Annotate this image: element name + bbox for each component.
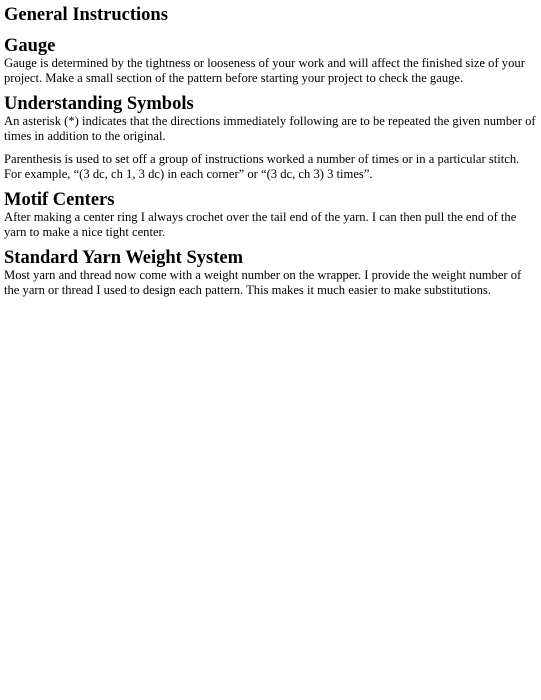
parenthesis-paragraph: Parenthesis is used to set off a group of instructions worked a number of times or in a particular stitch. For example, “(3 dc, ch 1, 3 dc) in each corner” or “(3 dc, ch 3) 3 times”. xyxy=(4,152,520,181)
page-title: General Instructions xyxy=(4,5,168,25)
section-understanding-symbols xyxy=(4,94,537,182)
section-motif-centers xyxy=(4,190,537,240)
yarn-weight-paragraph: Most yarn and thread now come with a weight number on the wrapper. I provide the weight number of the yarn or thread I used to design each pattern. This makes it much easier to make substitutions. xyxy=(4,268,522,297)
motif-centers-paragraph: After making a center ring I always crochet over the tail end of the yarn. I can then pull the end of the yarn to make a nice tight center. xyxy=(4,210,517,239)
section-standard-yarn-weight xyxy=(4,248,537,298)
section-gauge xyxy=(4,36,537,86)
gauge-paragraph: Gauge is determined by the tightness or looseness of your work and will affect the finished size of your project. Make a small section of the pattern before starting your project to check the gauge. xyxy=(4,56,525,85)
section-heading-understanding-symbols: Understanding Symbols xyxy=(4,94,194,114)
section-heading-motif-centers: Motif Centers xyxy=(4,190,115,210)
asterisk-paragraph: An asterisk (*) indicates that the directions immediately following are to be repeated the given number of times in addition to the original. xyxy=(4,114,536,143)
document-page xyxy=(0,0,541,298)
section-heading-gauge: Gauge xyxy=(4,36,56,56)
section-heading-standard-yarn-weight: Standard Yarn Weight System xyxy=(4,248,243,268)
